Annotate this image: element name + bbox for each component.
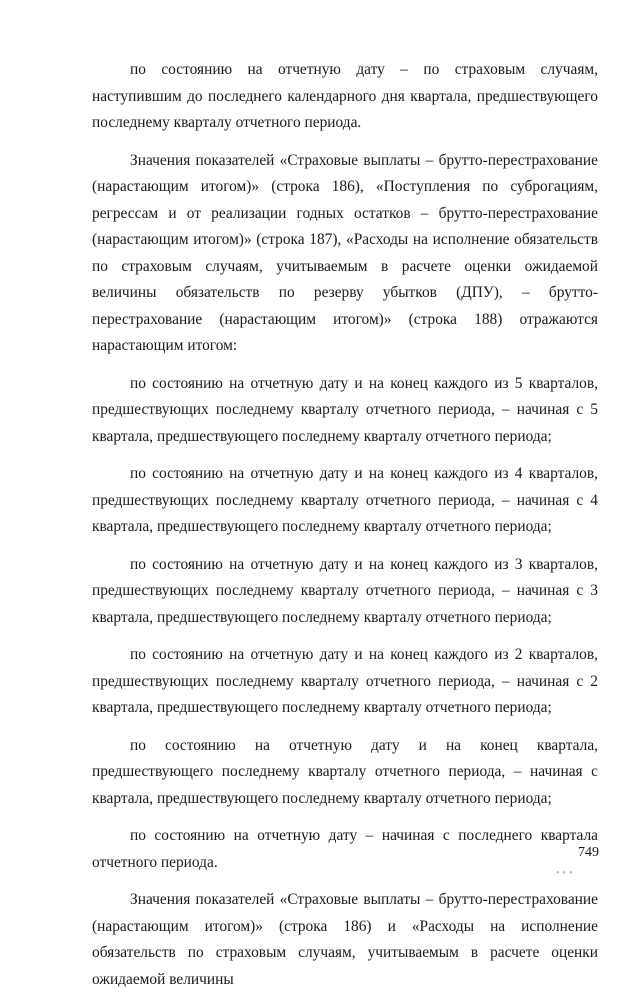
paragraph-7: по состоянию на отчетную дату и на конец квартала, предшествующего последнему кварталу отчетного периода, – начиная с квартала, предшествующего последнему кварталу отчетного периода; xyxy=(92,736,598,807)
page-number: 749 xyxy=(578,845,599,860)
paragraph-3: по состоянию на отчетную дату и на конец каждого из 5 кварталов, предшествующих последнему кварталу отчетного периода, – начиная с 5 квартала, предшествующего последнему кварталу отчетного периода; xyxy=(92,374,598,445)
paragraph-9: Значения показателей «Страховые выплаты – брутто-перестрахование (нарастающим итогом)» (строка 186) и «Расходы на исполнение обязательств по страховым случаям, учитываемым в расчете оценки ожидаемой величины xyxy=(92,891,598,988)
paragraph-2: Значения показателей «Страховые выплаты – брутто-перестрахование (нарастающим итогом)» (строка 186), «Поступления по суброгациям, регрессам и от реализации годных остатков – брутто-перестрахование (нарастающим итогом)» (строка 187), «Расходы на исполнение обязательств по страховым случаям, учитываемым в расчете оценки ожидаемой величины обязательств по резерву убытков (ДПУ), – брутто-перестрахование (нарастающим итогом)» (строка 188) отражаются нарастающим итогом: xyxy=(92,151,598,354)
paragraph-4: по состоянию на отчетную дату и на конец каждого из 4 кварталов, предшествующих последнему кварталу отчетного периода, – начиная с 4 квартала, предшествующего последнему кварталу отчетного периода; xyxy=(92,465,598,535)
document-body xyxy=(92,57,598,1004)
paragraph-8: по состоянию на отчетную дату – начиная с последнего квартала отчетного периода. xyxy=(92,827,598,871)
scan-artifact-mark: ••• xyxy=(556,868,576,879)
paragraph-1: по состоянию на отчетную дату – по страховым случаям, наступившим до последнего календарного дня квартала, предшествующего последнему кварталу отчетного периода. xyxy=(92,61,598,131)
paragraph-6: по состоянию на отчетную дату и на конец каждого из 2 кварталов, предшествующих последнему кварталу отчетного периода, – начиная с 2 квартала, предшествующего последнему кварталу отчетного периода; xyxy=(92,646,598,716)
paragraph-5: по состоянию на отчетную дату и на конец каждого из 3 кварталов, предшествующих последнему кварталу отчетного периода, – начиная с 3 квартала, предшествующего последнему кварталу отчетного периода; xyxy=(92,555,598,626)
